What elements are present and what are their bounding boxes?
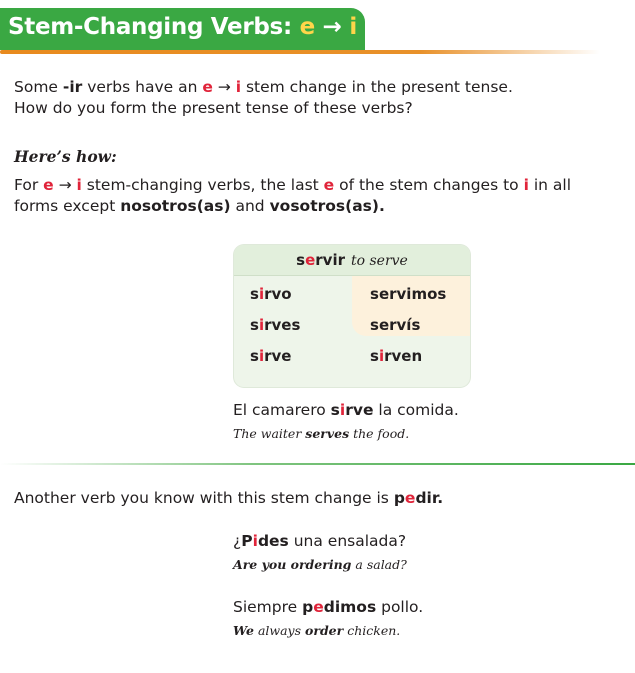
intro-paragraph: [14, 77, 614, 119]
intro-text: verbs have an: [82, 78, 203, 96]
title-from-letter: e: [299, 14, 315, 40]
another-text: Another verb you know with this stem change is: [14, 489, 394, 507]
example-text: El camarero: [233, 401, 331, 419]
rule-text: of the stem changes to: [334, 176, 524, 194]
infinitive-part: s: [296, 251, 306, 269]
intro-text: stem change in the present tense.: [241, 78, 513, 96]
form-vosotros: [370, 316, 420, 334]
form-stem-vowel: i: [258, 347, 265, 365]
verb-stem-vowel: i: [252, 532, 258, 550]
form-nosotros: [370, 285, 446, 303]
verb-part: p: [393, 489, 405, 507]
example-text: Siempre: [233, 598, 303, 616]
form-stem-vowel: e: [378, 285, 390, 303]
form-stem-vowel: e: [378, 316, 390, 334]
verb-part: s: [330, 401, 340, 419]
translation-text: the food.: [349, 426, 410, 441]
example-verb: [241, 532, 289, 550]
rule-arrow: →: [53, 176, 77, 194]
form-part: s: [250, 285, 259, 303]
page-title: [8, 14, 357, 40]
form-el: [250, 347, 291, 365]
example-text: la comida.: [373, 401, 459, 419]
rule-text: in all: [528, 176, 572, 194]
form-part: s: [370, 347, 379, 365]
rule-i: i: [523, 176, 529, 194]
example-verb: [302, 598, 376, 616]
translation-text: always: [253, 623, 306, 638]
rule-e: e: [323, 176, 335, 194]
form-part: rvís: [389, 316, 421, 334]
example-2-spanish: [233, 532, 406, 550]
verb-part: dir.: [415, 489, 444, 507]
title-arrow: →: [322, 14, 342, 40]
rule-text: and: [230, 197, 270, 215]
form-part: s: [250, 347, 259, 365]
verb-part: des: [257, 532, 289, 550]
example-1-english: [233, 426, 409, 441]
form-stem-vowel: i: [258, 316, 265, 334]
translation-text: chicken.: [343, 623, 401, 638]
form-part: rves: [264, 316, 301, 334]
infinitive-gloss: to serve: [350, 253, 408, 269]
rule-i: i: [76, 176, 82, 194]
intro-ir: -ir: [62, 78, 83, 96]
form-part: rve: [264, 347, 292, 365]
form-part: rvimos: [389, 285, 447, 303]
example-1-spanish: [233, 401, 459, 419]
verb-part: p: [302, 598, 314, 616]
example-text: pollo.: [376, 598, 424, 616]
form-yo: [250, 285, 292, 303]
intro-e: e: [202, 78, 213, 96]
verb-part: P: [241, 532, 253, 550]
question-mark: ¿: [233, 532, 242, 550]
intro-arrow: →: [212, 78, 236, 96]
infinitive-part: rvir: [315, 251, 345, 269]
form-part: s: [370, 316, 379, 334]
form-part: rven: [384, 347, 423, 365]
translation-verb: serves: [305, 426, 350, 441]
example-2-english: [233, 557, 407, 572]
form-part: s: [250, 316, 259, 334]
heres-how-heading: Here’s how:: [14, 147, 117, 166]
rule-nosotros: nosotros(as): [120, 197, 231, 215]
intro-i: i: [235, 78, 242, 96]
infinitive: [296, 251, 345, 269]
form-stem-vowel: i: [378, 347, 385, 365]
intro-question: How do you form the present tense of these verbs?: [14, 99, 413, 117]
translation-subject: We: [233, 623, 254, 638]
form-part: s: [370, 285, 379, 303]
example-3-english: [233, 623, 400, 638]
conjugation-table-header: [234, 245, 470, 276]
form-ellos: [370, 347, 422, 365]
verb-stem-vowel: e: [404, 489, 416, 507]
form-tu: [250, 316, 300, 334]
translation-text: a salad?: [351, 557, 407, 572]
form-part: rvo: [264, 285, 292, 303]
verb-part: rve: [345, 401, 374, 419]
translation-verb: Are you ordering: [233, 557, 352, 572]
another-verb: [394, 489, 443, 507]
conjugation-table: [234, 245, 470, 387]
title-to-letter: i: [349, 14, 357, 40]
verb-stem-vowel: e: [313, 598, 324, 616]
rule-text: stem-changing verbs, the last: [81, 176, 324, 194]
rule-e: e: [43, 176, 54, 194]
title-main: Stem-Changing Verbs:: [8, 14, 292, 40]
form-stem-vowel: i: [258, 285, 265, 303]
rule-vosotros: vosotros(as).: [269, 197, 385, 215]
rule-text: forms except: [14, 197, 121, 215]
translation-verb: order: [305, 623, 344, 638]
rule-paragraph: [14, 175, 624, 217]
example-text: una ensalada?: [288, 532, 407, 550]
rule-text: For: [14, 176, 44, 194]
infinitive-stem-vowel: e: [305, 251, 316, 269]
orange-divider: [0, 50, 600, 54]
green-divider: [0, 463, 635, 465]
verb-part: dimos: [323, 598, 377, 616]
example-verb: [331, 401, 374, 419]
another-verb-paragraph: [14, 488, 624, 509]
example-3-spanish: [233, 598, 423, 616]
intro-text: Some: [14, 78, 63, 96]
translation-text: The waiter: [233, 426, 306, 441]
verb-stem-vowel: i: [339, 401, 346, 419]
